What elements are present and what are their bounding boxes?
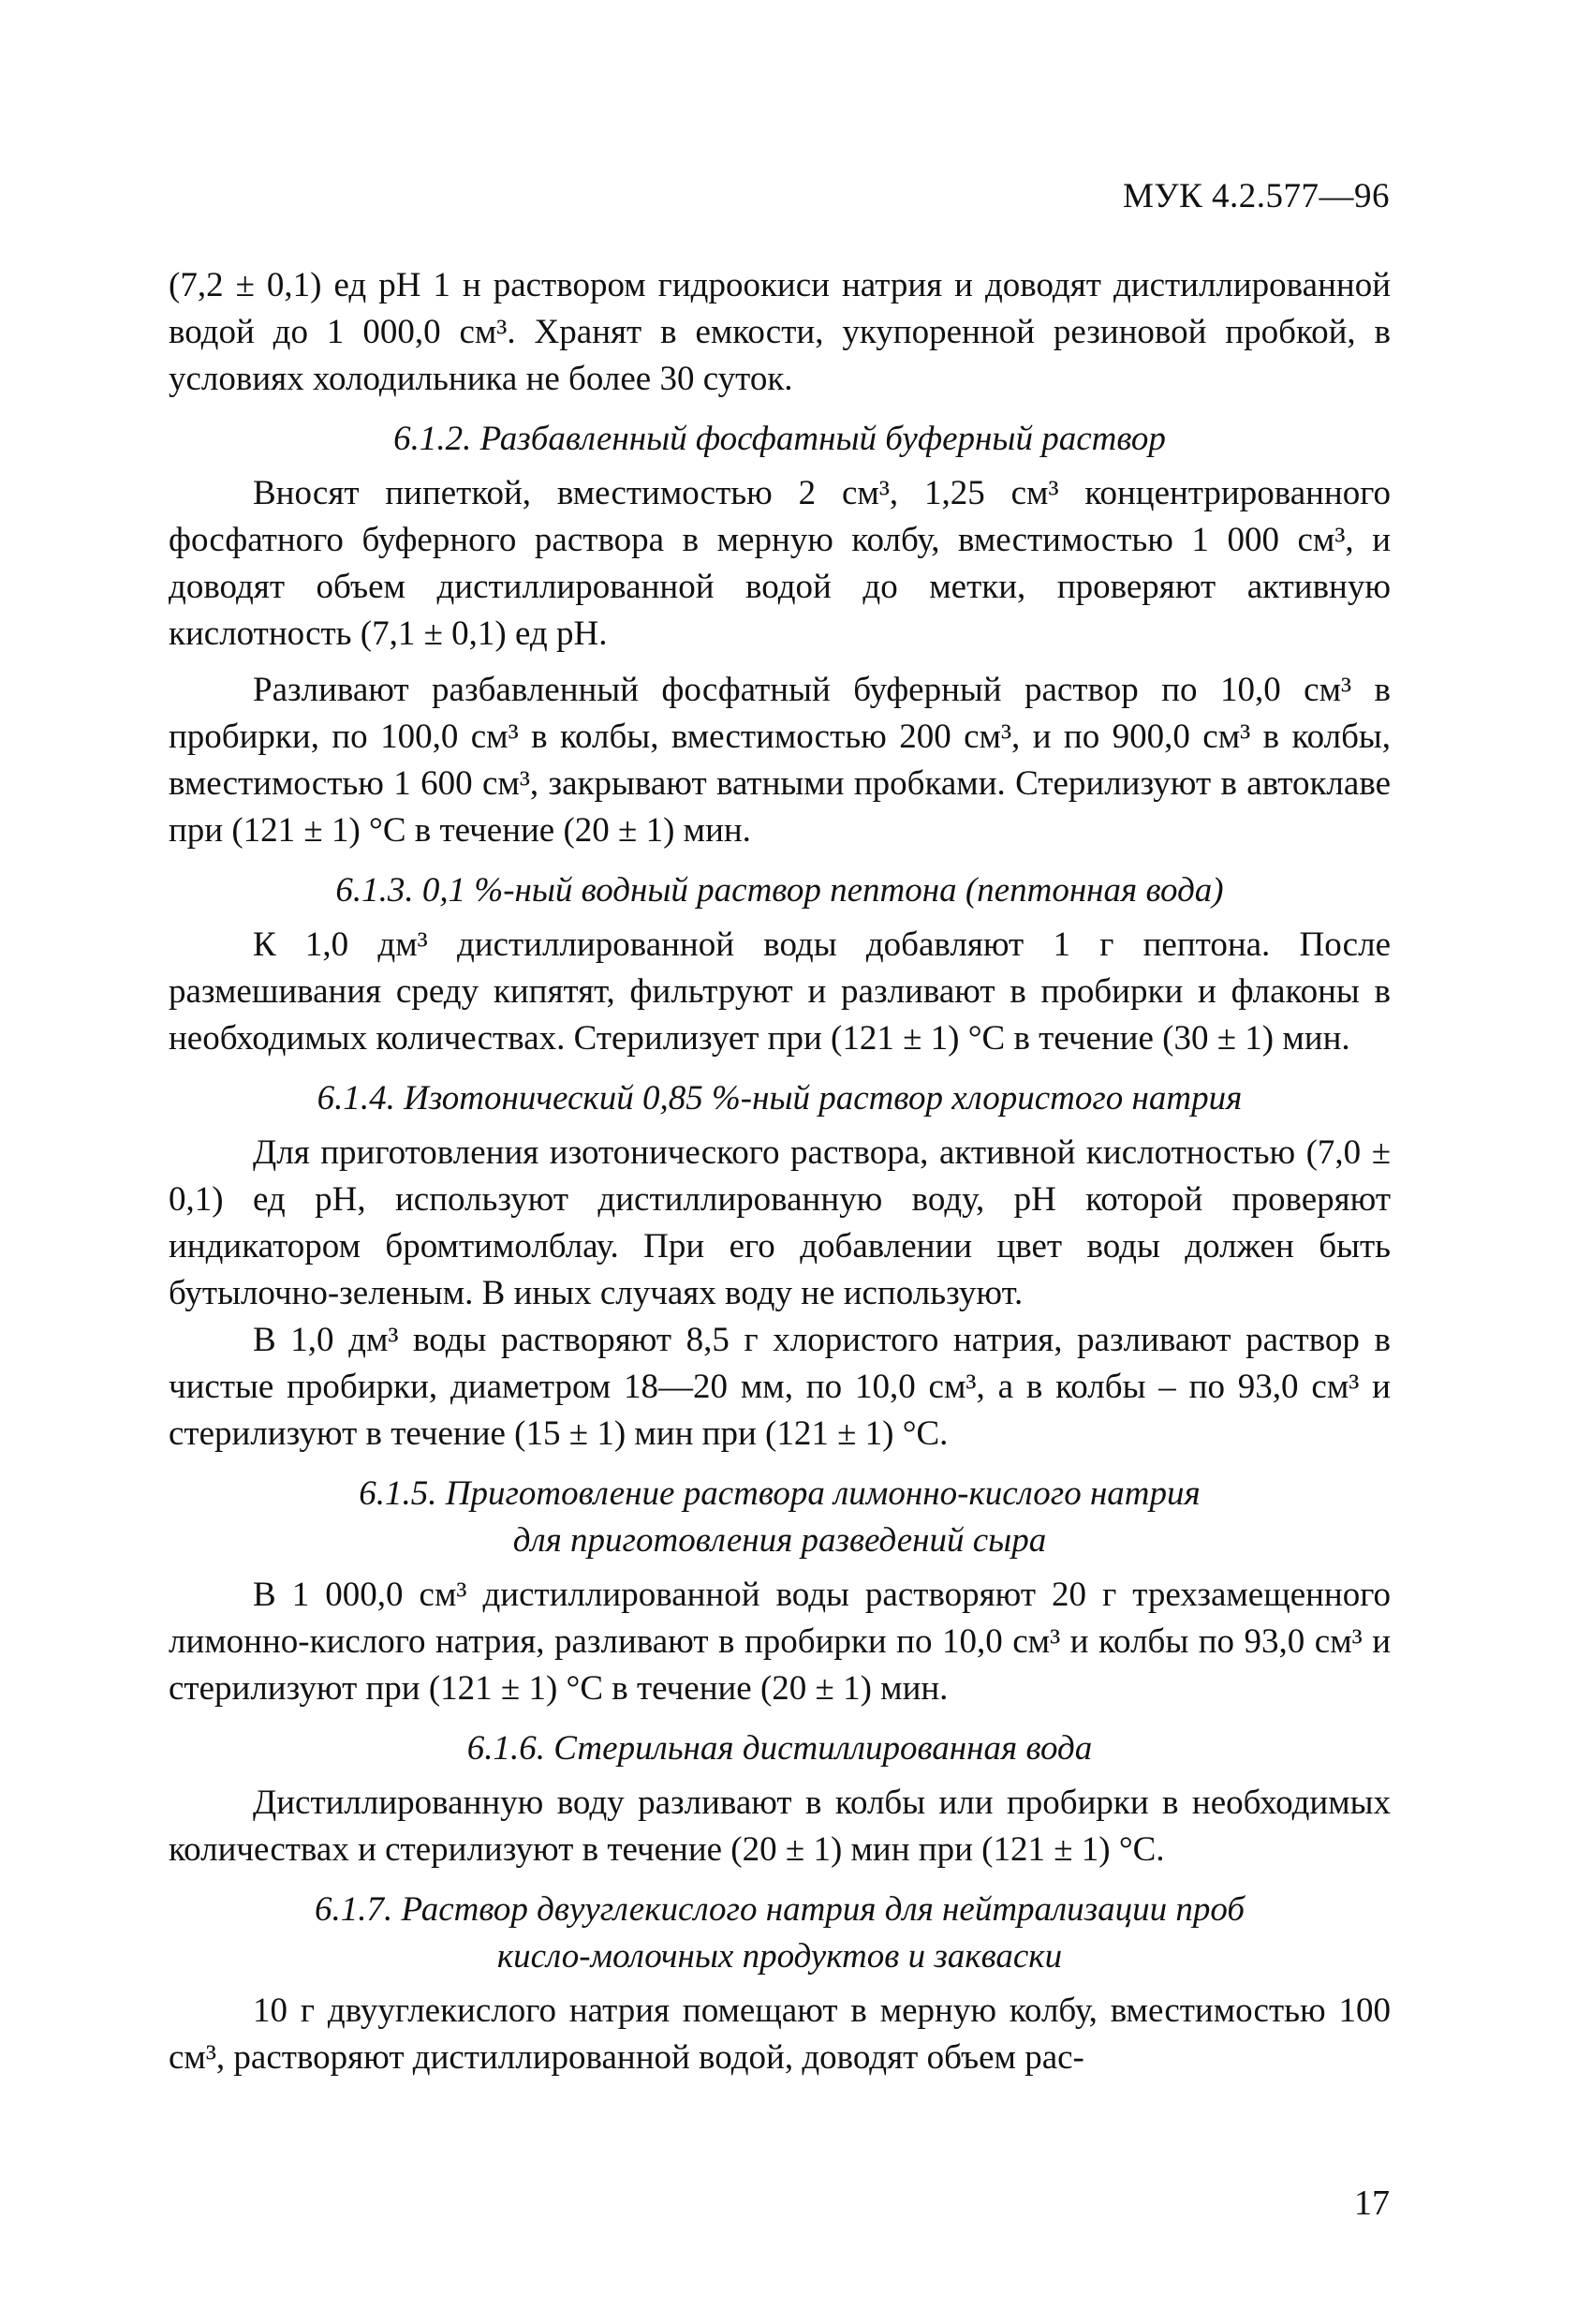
section-heading-6-1-5-line1: 6.1.5. Приготовление раствора лимонно-кислого натрия (359, 1474, 1201, 1513)
section-heading-6-1-5-line2: для приготовления разведений сыра (512, 1521, 1047, 1560)
section-heading-6-1-6: 6.1.6. Стерильная дистиллированная вода (466, 1729, 1093, 1768)
paragraph-sterile-water: Дистиллированную воду разливают в колбы или пробирки в необходимых количествах и стерилизуют в течение (20 ± 1) мин при (121 ± 1) °С. (169, 1784, 1391, 1869)
page-body (169, 262, 1391, 2081)
paragraph-dispensing: Разливают разбавленный фосфатный буферный раствор по 10,0 см³ в пробирки, по 100,0 см³ в колбы, вместимостью 200 см³, и по 900,0 см³ в колбы, вместимостью 1 600 см³, закрывают ватными пробками. Стерилизуют в автоклаве при (121 ± 1) °С в течение (20 ± 1) мин. (169, 671, 1391, 850)
section-heading-6-1-7-line2: кисло-молочных продуктов и закваски (496, 1937, 1063, 1976)
section-heading-6-1-4: 6.1.4. Изотонический 0,85 %-ный раствор хлористого натрия (317, 1079, 1243, 1118)
paragraph-dilution: Вносят пипеткой, вместимостью 2 см³, 1,25 см³ концентрированного фосфатного буферного раствора в мерную колбу, вместимостью 1 000 см³, и доводят объем дистиллированной водой до метки, проверяют активную кислотность (7,1 ± 0,1) ед pH. (169, 474, 1391, 653)
section-heading-6-1-7-line1: 6.1.7. Раствор двууглекислого натрия для нейтрализации проб (315, 1890, 1245, 1929)
document-code: МУК 4.2.577—96 (1122, 177, 1390, 215)
paragraph-bicarbonate: 10 г двууглекислого натрия помещают в мерную колбу, вместимостью 100 см³, растворяют дистиллированной водой, доводят объем рас- (169, 1991, 1391, 2077)
paragraph-isotonic-sterilization: В 1,0 дм³ воды растворяют 8,5 г хлористого натрия, разливают раствор в чистые пробирки, диаметром 18—20 мм, по 10,0 см³, а в колбы – по 93,0 см³ и стерилизуют в течение (15 ± 1) мин при (121 ± 1) °С. (169, 1321, 1391, 1453)
paragraph-citrate: В 1 000,0 см³ дистиллированной воды растворяют 20 г трехзамещенного лимонно-кислого натрия, разливают в пробирки по 10,0 см³ и колбы по 93,0 см³ и стерилизуют при (121 ± 1) °С в течение (20 ± 1) мин. (169, 1576, 1391, 1708)
paragraph-peptone: К 1,0 дм³ дистиллированной воды добавляют 1 г пептона. После размешивания среду кипятят, фильтруют и разливают в пробирки и флаконы в необходимых количествах. Стерилизует при (121 ± 1) °С в течение (30 ± 1) мин. (169, 925, 1391, 1058)
page-number: 17 (1354, 2183, 1390, 2223)
paragraph-isotonic-preparation: Для приготовления изотонического раствора, активной кислотностью (7,0 ± 0,1) ед pH, используют дистиллированную воду, pH которой проверяют индикатором бромтимолблау. При его добавлении цвет воды должен быть бутылочно-зеленым. В иных случаях воду не используют. (169, 1133, 1391, 1312)
paragraph-continuation: (7,2 ± 0,1) ед pH 1 н раствором гидроокиси натрия и доводят дистиллированной водой до 1 000,0 см³. Хранят в емкости, укупоренной резиновой пробкой, в условиях холодильника не более 30 суток. (169, 266, 1391, 398)
section-heading-6-1-2: 6.1.2. Разбавленный фосфатный буферный раствор (393, 420, 1166, 458)
section-heading-6-1-3: 6.1.3. 0,1 %-ный водный раствор пептона (пептонная вода) (335, 871, 1224, 910)
